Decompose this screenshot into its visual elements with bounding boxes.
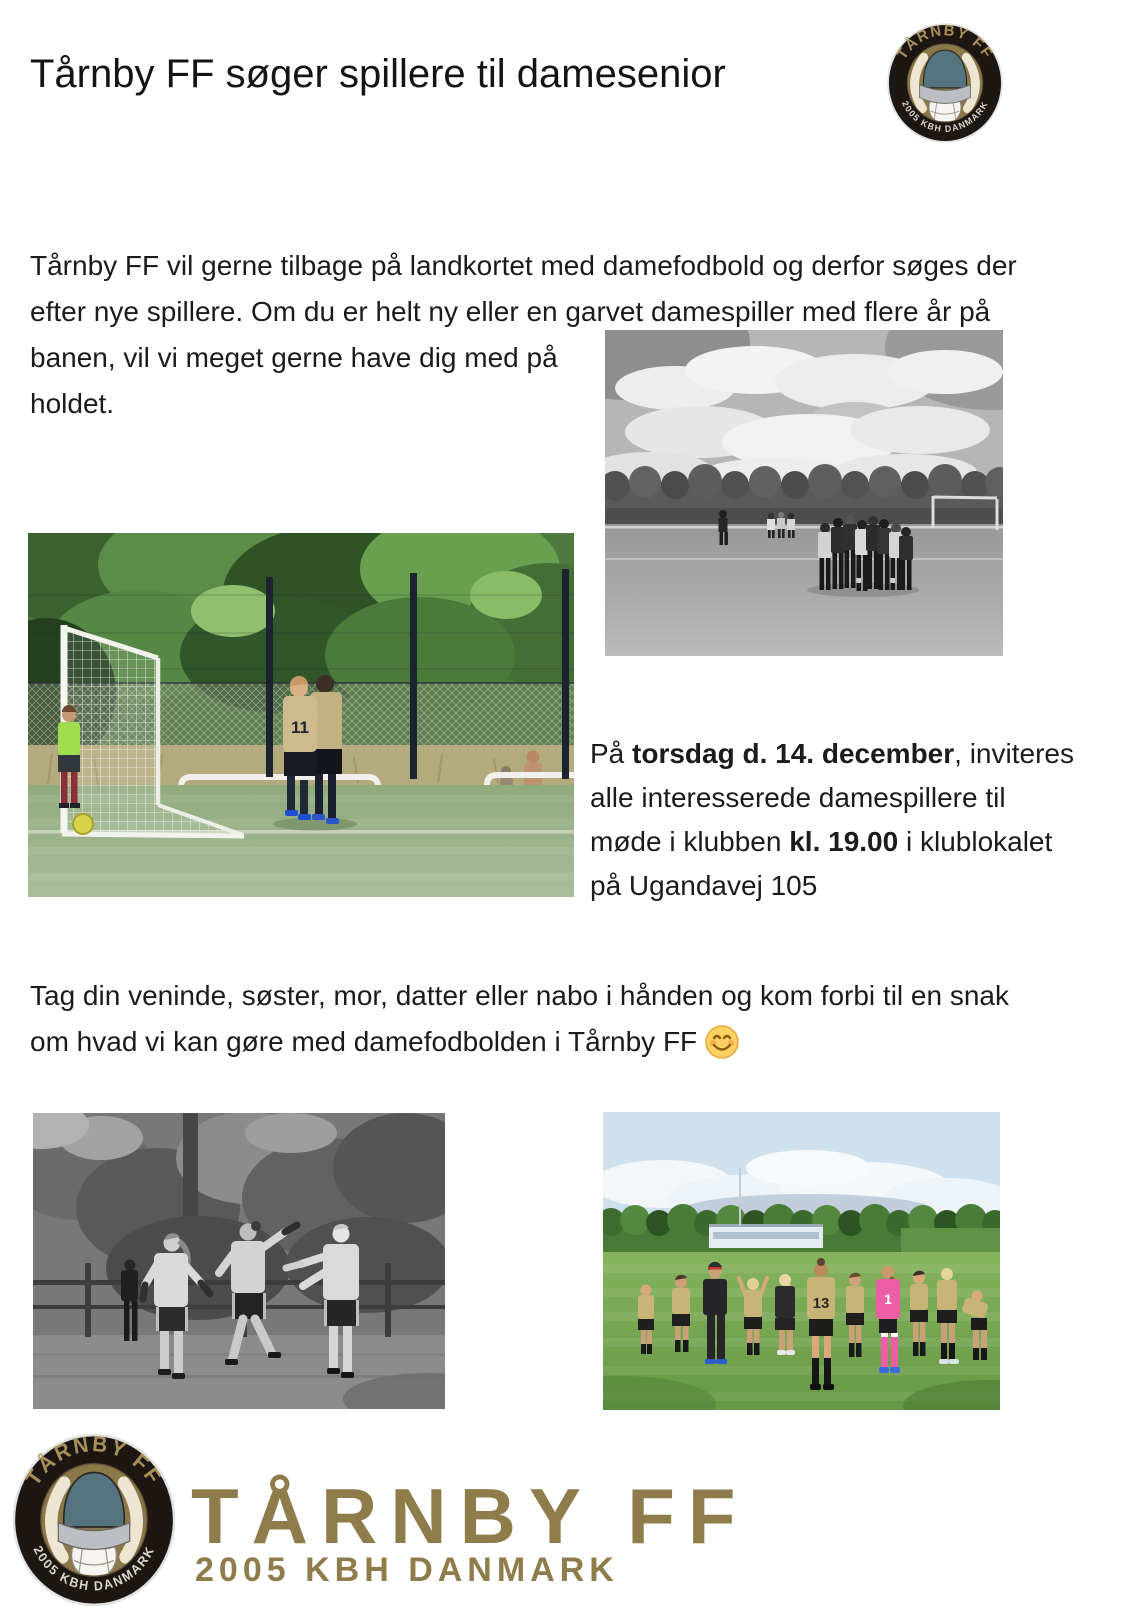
goalkeeper-number-1: 1	[884, 1291, 892, 1307]
smiling-face-emoji-icon	[704, 1024, 740, 1060]
meeting-date: torsdag d. 14. december	[632, 738, 955, 769]
footer-wordmark: TÅRNBY FF	[191, 1472, 749, 1560]
goal-celebration-photo	[28, 533, 574, 897]
jersey-number-11: 11	[291, 718, 309, 737]
outro-paragraph	[30, 973, 1009, 1065]
outro-line-1: Tag din veninde, søster, mor, datter eller nabo i hånden og kom forbi til en snak	[30, 980, 1010, 1011]
footer-wordmark-subtitle: 2005 KBH DANMARK	[195, 1551, 619, 1589]
intro-line-1: Tårnby FF vil gerne tilbage på landkortet med damefodbold og derfor søges der	[30, 250, 1017, 281]
clubhouse-stand	[709, 1224, 823, 1248]
invite-paragraph	[590, 732, 1074, 908]
jersey-number-13: 13	[812, 1295, 830, 1312]
invite-line-2: alle interesserede damespillere til	[590, 782, 1006, 813]
page-title: Tårnby FF søger spillere til damesenior	[30, 51, 726, 96]
invite-line-3: møde i klubben kl. 19.00 i klublokalet	[590, 826, 1053, 857]
high-five-celebration-photo	[33, 1113, 445, 1409]
intro-line-2: efter nye spillere. Om du er helt ny eller en garvet damespiller med flere år på	[30, 296, 991, 327]
intro-line-4: holdet.	[30, 388, 115, 419]
team-talk-photo	[603, 1112, 1000, 1410]
club-badge-logo-footer	[11, 1432, 177, 1608]
yellow-ball	[73, 814, 93, 834]
outro-line-2: om hvad vi kan gøre med damefodbolden i Tårnby FF	[30, 1019, 1009, 1065]
invite-line-1: På torsdag d. 14. december, inviteres	[590, 738, 1074, 769]
intro-line-3: banen, vil vi meget gerne have dig med på	[30, 342, 558, 373]
meeting-time: kl. 19.00	[789, 826, 899, 857]
flagpole	[739, 1168, 741, 1226]
club-badge-logo-top	[886, 22, 1004, 144]
invite-line-4: på Ugandavej 105	[590, 870, 818, 901]
team-huddle-photo	[605, 330, 1003, 656]
